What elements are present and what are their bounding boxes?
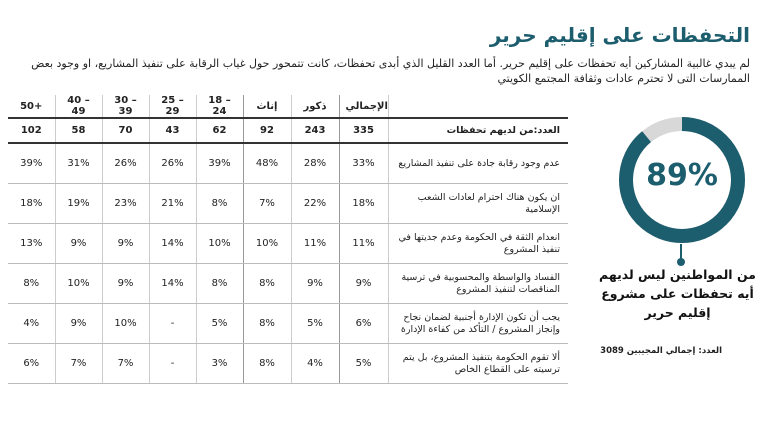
table-cell: 8%: [243, 264, 291, 304]
col-header-40-49: 40 – 49: [55, 95, 102, 118]
table-cell: 11%: [291, 224, 339, 264]
table-cell: 8%: [196, 264, 243, 304]
intro-paragraph: لم يبدي غالبية المشاركين أيه تحفظات على إقليم حرير. أما العدد القليل الذي أبدى تحفظات، كانت تتمحور حول غياب الرقابة على تنفيذ المشاريع، او وجود بعض الممارسات التى لا تحترم عادات وثقافة المجتمع الكويتي: [31, 57, 750, 85]
table-cell: -: [149, 344, 196, 384]
table-cell: 7%: [102, 344, 149, 384]
col-header-male: ذكور: [291, 95, 339, 118]
table-cell: 8%: [243, 344, 291, 384]
count-cell: 102: [8, 118, 55, 143]
table-cell: 6%: [339, 304, 388, 344]
table-cell: 10%: [196, 224, 243, 264]
table-cell: 9%: [102, 224, 149, 264]
table-row: [8, 264, 568, 304]
count-row-label: العدد:من لديهم تحفظات: [388, 118, 568, 143]
table-cell: 3%: [196, 344, 243, 384]
table-cell: 9%: [339, 264, 388, 304]
table-cell: 4%: [8, 304, 55, 344]
count-cell: 58: [55, 118, 102, 143]
table-cell: 9%: [55, 304, 102, 344]
col-header-female: إناث: [243, 95, 291, 118]
table-cell: 10%: [243, 224, 291, 264]
table-row: [8, 304, 568, 344]
col-header-18-24: 18 – 24: [196, 95, 243, 118]
col-header-30-39: 30 – 39: [102, 95, 149, 118]
kpi-value: 89%: [646, 158, 718, 193]
col-header-25-29: 25 – 29: [149, 95, 196, 118]
table-cell: 39%: [8, 143, 55, 184]
table-cell: 4%: [291, 344, 339, 384]
respondents-note: العدد: إجمالي المجيبين 3089: [600, 346, 722, 356]
count-cell: 70: [102, 118, 149, 143]
count-cell: 92: [243, 118, 291, 143]
table-cell: 21%: [149, 184, 196, 224]
table-cell: 23%: [102, 184, 149, 224]
page-title: التحفظات على إقليم حرير: [489, 23, 750, 47]
row-label: الفساد والواسطة والمحسوبية في ترسية المناقصات لتنفيذ المشروع: [388, 264, 568, 304]
table-cell: -: [149, 304, 196, 344]
col-header-total: الإجمالي: [339, 95, 388, 118]
col-header-50-plus: 50+: [8, 95, 55, 118]
row-label: عدم وجود رقابة جادة على تنفيذ المشاريع: [388, 143, 568, 184]
table-row: [8, 224, 568, 264]
table-cell: 11%: [339, 224, 388, 264]
table-cell: 14%: [149, 264, 196, 304]
table-cell: 26%: [102, 143, 149, 184]
table-cell: 5%: [339, 344, 388, 384]
table-cell: 31%: [55, 143, 102, 184]
table-cell: 8%: [8, 264, 55, 304]
table-cell: 18%: [8, 184, 55, 224]
table-row: [8, 143, 568, 184]
row-label: يجب أن تكون الإدارة أجنبية لضمان نجاح وإنجاز المشروع / التأكد من كفاءة الإدارة: [388, 304, 568, 344]
row-label: ان يكون هناك احترام لعادات الشعب الإسلامية: [388, 184, 568, 224]
table-cell: 39%: [196, 143, 243, 184]
table-cell: 26%: [149, 143, 196, 184]
table-cell: 10%: [55, 264, 102, 304]
table-cell: 48%: [243, 143, 291, 184]
row-label: ألا تقوم الحكومة بتنفيذ المشروع، بل يتم ترسيته على القطاع الخاص: [388, 344, 568, 384]
table-cell: 9%: [55, 224, 102, 264]
table-cell: 7%: [55, 344, 102, 384]
table-cell: 5%: [196, 304, 243, 344]
table-cell: 9%: [102, 264, 149, 304]
count-cell: 43: [149, 118, 196, 143]
table-cell: 18%: [339, 184, 388, 224]
table-cell: 6%: [8, 344, 55, 384]
table-cell: 10%: [102, 304, 149, 344]
table-cell: 8%: [243, 304, 291, 344]
count-cell: 243: [291, 118, 339, 143]
table-cell: 8%: [196, 184, 243, 224]
table-cell: 7%: [243, 184, 291, 224]
table-header-row: [8, 95, 568, 118]
table-cell: 33%: [339, 143, 388, 184]
table-cell: 13%: [8, 224, 55, 264]
table-cell: 28%: [291, 143, 339, 184]
table-row: [8, 184, 568, 224]
table-cell: 19%: [55, 184, 102, 224]
table-cell: 5%: [291, 304, 339, 344]
table-cell: 9%: [291, 264, 339, 304]
reservations-table: [8, 95, 568, 384]
row-label: انعدام الثقة في الحكومة وعدم جديتها في تنفيذ المشروع: [388, 224, 568, 264]
col-header-reason: [388, 95, 568, 118]
table-count-row: [8, 118, 568, 143]
table-cell: 14%: [149, 224, 196, 264]
table-cell: 22%: [291, 184, 339, 224]
kpi-caption: من المواطنين ليس لديهم أيه تحفظات على مشروع إقليم حرير: [599, 267, 756, 320]
count-cell: 62: [196, 118, 243, 143]
count-cell: 335: [339, 118, 388, 143]
table-row: [8, 344, 568, 384]
